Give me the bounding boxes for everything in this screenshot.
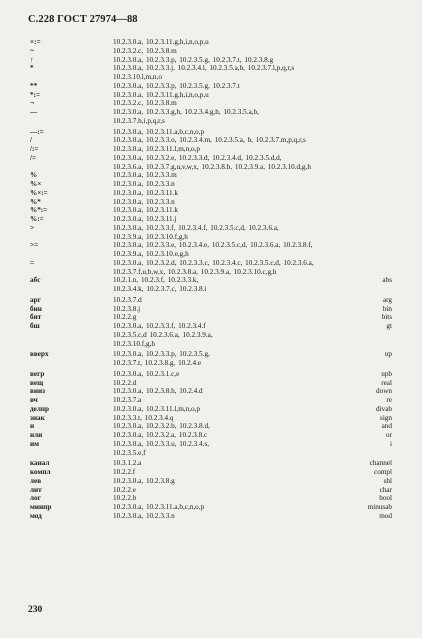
index-entry: [0, 379, 422, 388]
reference-line: 10.2.3.0.a, 10.2.3.11.a,b,c,n,o,p: [113, 503, 205, 511]
index-entry: [0, 296, 422, 305]
reference-line: 10.2.3.0.a, 10.2.3.11.l,m,n,o,p: [113, 404, 200, 413]
entry-english-equivalent: shl: [383, 476, 392, 485]
index-entry: [0, 405, 422, 414]
index-entry: [0, 38, 422, 47]
entry-references: [113, 198, 343, 207]
index-entry: [0, 128, 422, 137]
reference-line: 10.2.2.d: [113, 378, 137, 387]
entry-references: [113, 503, 343, 512]
reference-line: 10.2.3.0.a, 10.2.3.3.n: [113, 197, 175, 206]
entry-english-equivalent: bin: [382, 304, 392, 313]
entry-references: [113, 99, 343, 108]
reference-line: 10.2.3.3.t, 10.2.3.4.q: [113, 413, 174, 422]
entry-symbol: >=: [30, 241, 39, 250]
entry-references: [113, 296, 343, 305]
entry-symbol: компл: [30, 468, 51, 476]
entry-symbol: %*: [30, 197, 41, 206]
index-entry: [0, 431, 422, 440]
index-entry: [0, 56, 422, 65]
entry-references: [113, 468, 343, 477]
entry-references: [113, 38, 343, 47]
entry-english-equivalent: compl: [374, 468, 392, 476]
entry-symbol: ~: [30, 46, 34, 55]
entry-symbol: лев: [30, 476, 42, 485]
index-entry: [0, 387, 422, 396]
entry-symbol: %:=: [30, 215, 44, 223]
reference-line: 10.2.3.4.k, 10.2.3.7.c, 10.2.3.8.i: [113, 285, 207, 293]
entry-english-equivalent: i: [390, 439, 392, 448]
entry-symbol: %×:=: [30, 188, 48, 197]
index-entry: [0, 422, 422, 431]
reference-line: 10.2.3.0.a, 10.2.3.3.p, 10.2.3.5.g, 10.2.3.7.t, 10.2.3.8.g: [113, 55, 274, 64]
index-entry: [0, 322, 422, 348]
reference-line: 10.2.3.0.a, 10.2.3.11.k: [113, 206, 179, 215]
entry-symbol: делпр: [30, 404, 49, 413]
index-entry: [0, 305, 422, 314]
index-entry: [0, 276, 422, 294]
reference-line: 10.2.3.0.a, 10.2.3.2.d, 10.2.3.3.c, 10.2.3.4.c, 10.2.3.5.c,d, 10.2.3.6.a,: [113, 258, 314, 267]
entry-symbol: =: [30, 258, 35, 267]
reference-line: 10.2.3.0.a, 10.2.3.11.g,h,i,n,o,p,u: [113, 38, 209, 46]
reference-line: 10.2.2.e: [113, 485, 136, 494]
entry-references: [113, 414, 343, 423]
reference-line: 10.2.3.0.a, 10.2.3.11.j: [113, 215, 177, 223]
entry-references: [113, 145, 343, 154]
entry-symbol: /: [30, 136, 32, 145]
entry-references: [113, 136, 403, 145]
reference-line: 10.2.3.0.a, 10.2.3.11.k: [113, 188, 179, 197]
index-entry: [0, 99, 422, 108]
entry-references: [113, 189, 343, 198]
index-entry: [0, 350, 422, 368]
reference-line: 10.2.3.10.l,m,n,o: [113, 73, 162, 81]
entry-symbol: абс: [30, 276, 41, 285]
reference-line: 10.2.3.0.a, 10.2.3.3.j, 10.2.3.4.l, 10.2.3.5.a,b, 10.2.3.7.l,p,q,r,s: [113, 64, 295, 73]
reference-line: 10.2.3.9.a, 10.2.3.10.f,g,h: [113, 232, 188, 241]
entry-references: [113, 512, 343, 521]
entry-symbol: им: [30, 439, 40, 448]
reference-line: 10.2.3.5.e,f: [113, 448, 146, 457]
reference-line: 10.2.3.0.a, 10.2.3.3.f, 10.2.3.4.f, 10.2.3.5.c,d, 10.2.3.6.a,: [113, 223, 279, 232]
index-entry: [0, 91, 422, 100]
reference-line: 10.2.1.n, 10.2.3.f, 10.2.3.3.k,: [113, 276, 199, 285]
entry-symbol: ↑: [30, 55, 34, 64]
reference-line: 10.2.3.0.a, 10.2.3.8.g: [113, 476, 175, 485]
reference-line: 10.2.3.0.a, 10.2.3.3.f, 10.2.3.4.f: [113, 322, 206, 330]
reference-line: 10.2.3.7.t, 10.2.3.8.g, 10.2.4.e: [113, 359, 202, 367]
reference-line: 10.2.3.0.a, 10.2.3.2.b, 10.2.3.8.d,: [113, 422, 210, 431]
entry-symbol: вниз: [30, 387, 46, 396]
entry-references: [113, 350, 343, 368]
entry-references: [113, 91, 343, 100]
entry-symbol: %×: [30, 180, 42, 188]
entry-references: [113, 215, 343, 224]
entry-english-equivalent: minusab: [367, 503, 392, 511]
entry-english-equivalent: gt: [386, 322, 392, 330]
index-entry: [0, 503, 422, 512]
entry-english-equivalent: char: [379, 485, 392, 494]
index-entry: [0, 459, 422, 468]
reference-line: 10.2.3.0.a, 10.2.3.8.h, 10.2.4.d: [113, 387, 203, 396]
entry-symbol: —: [30, 108, 38, 116]
index-entry: [0, 82, 422, 91]
entry-references: [113, 405, 343, 414]
entry-english-equivalent: sign: [380, 413, 392, 422]
entry-symbol: бин: [30, 304, 42, 313]
entry-english-equivalent: divab: [376, 404, 392, 413]
index-entry: [0, 494, 422, 503]
reference-line: 10.2.3.0.a, 10.2.3.3.o, 10.2.3.4.m, 10.2.3.5.a, b, 10.2.3.7.m,p,q,r,s: [113, 136, 306, 145]
reference-line: 10.2.3.0.a, 10.2.3.3.m: [113, 171, 177, 180]
entry-references: [113, 259, 403, 277]
entry-references: [113, 440, 343, 458]
index-entry: [0, 189, 422, 198]
entry-english-equivalent: re: [386, 396, 392, 404]
index-entry: [0, 370, 422, 379]
reference-line: 10.2.3.0.a, 10.2.3.3.g,h, 10.2.3.4.g,h, 10.2.3.5.a,b,: [113, 108, 259, 116]
entry-references: [113, 322, 343, 348]
reference-line: 10.2.3.0.a, 10.2.3.11.l,m,n,o,p: [113, 145, 200, 153]
entry-symbol: >: [30, 223, 35, 232]
index-entry: [0, 259, 422, 277]
entry-symbol: %*:=: [30, 206, 48, 215]
reference-line: 10.2.3.8.j: [113, 304, 141, 313]
entry-symbol: знак: [30, 413, 45, 422]
index-entry: [0, 145, 422, 154]
entry-references: [113, 47, 343, 56]
reference-line: 10.2.3.7.a: [113, 396, 142, 404]
index-entry: [0, 468, 422, 477]
index-entry: [0, 154, 422, 172]
reference-line: 10.3.1.2.a: [113, 459, 142, 468]
entry-references: [113, 56, 343, 65]
entry-references: [113, 422, 343, 431]
reference-line: 10.2.3.0.a, 10.2.3.11.a,b,c,n,o,p: [113, 127, 205, 136]
reference-line: 10.2.2.b: [113, 494, 137, 503]
entry-references: [113, 459, 343, 468]
entry-references: [113, 370, 343, 379]
index-entry: [0, 512, 422, 521]
entry-english-equivalent: real: [381, 378, 392, 387]
entry-symbol: *:=: [30, 90, 41, 99]
index-entry: [0, 215, 422, 224]
index-entry: [0, 414, 422, 423]
entry-symbol: мод: [30, 511, 42, 520]
entry-references: [113, 379, 343, 388]
entry-english-equivalent: mod: [379, 511, 392, 520]
page-number: 230: [28, 605, 43, 615]
entry-symbol: канал: [30, 459, 50, 468]
entry-english-equivalent: upb: [381, 369, 392, 378]
entry-symbol: вещ: [30, 378, 44, 387]
reference-line: 10.2.3.5.c,d 10.2.3.6.a, 10.2.3.9.a,: [113, 330, 213, 339]
index-entry: [0, 206, 422, 215]
entry-references: [113, 108, 343, 126]
entry-references: [113, 128, 343, 137]
index-entry: [0, 224, 422, 242]
reference-line: 10.2.3.0.a, 10.2.3.3.p, 10.2.3.5.g, 10.2.3.7.t: [113, 81, 240, 90]
entry-references: [113, 387, 343, 396]
entry-references: [113, 313, 343, 322]
reference-line: 10.2.3.7.d: [113, 295, 142, 304]
index-entry: [0, 396, 422, 405]
entry-symbol: **: [30, 81, 38, 90]
reference-line: 10.2.3.6.a, 10.2.3.7.g,u,v,w,x, 10.2.3.8.b, 10.2.3.9.a, 10.2.3.10.d,g,h: [113, 162, 311, 171]
reference-line: 10.2.3.0.a, 10.2.3.1.c,e: [113, 369, 180, 378]
entry-references: [113, 305, 343, 314]
index-entry: [0, 198, 422, 207]
entry-references: [113, 206, 343, 215]
entry-symbol: ×:=: [30, 38, 41, 46]
index-entry: [0, 171, 422, 180]
index-entry: [0, 47, 422, 56]
entry-symbol: ¬: [30, 99, 35, 108]
reference-line: 10.2.2.g: [113, 313, 137, 322]
entry-english-equivalent: channel: [369, 459, 392, 468]
reference-line: 10.2.3.9.a, 10.2.3.10.e,g,h: [113, 250, 189, 258]
reference-line: 10.2.3.0.a, 10.2.3.3.e, 10.2.3.4.e, 10.2.3.5.c,d, 10.2.3.6.a, 10.2.3.8.f,: [113, 241, 313, 250]
entry-symbol: —:=: [30, 127, 44, 136]
entry-symbol: /=: [30, 153, 37, 162]
entry-references: [113, 431, 343, 440]
entry-symbol: вегр: [30, 369, 45, 378]
index-entry: [0, 440, 422, 458]
reference-line: 10.2.3.0.a, 10.2.3.11.g,h,i,n,o,p,u: [113, 90, 209, 99]
entry-references: [113, 64, 343, 82]
reference-line: 10.2.3.0.a, 10.2.3.3.u, 10.2.3.4.s,: [113, 439, 210, 448]
entry-references: [113, 171, 343, 180]
entry-symbol: бит: [30, 313, 42, 322]
entry-english-equivalent: bits: [381, 313, 392, 322]
page-header: С.228 ГОСТ 27974—88: [28, 14, 138, 25]
entry-symbol: лит: [30, 485, 42, 494]
entry-references: [113, 241, 403, 259]
entry-english-equivalent: abs: [382, 276, 392, 285]
entry-english-equivalent: up: [384, 350, 392, 359]
entry-english-equivalent: or: [386, 431, 392, 439]
entry-symbol: бш: [30, 322, 40, 330]
reference-line: 10.2.3.0.a, 10.2.3.3.n: [113, 511, 175, 520]
entry-english-equivalent: arg: [382, 295, 392, 304]
entry-references: [113, 224, 343, 242]
entry-symbol: или: [30, 431, 43, 439]
entry-symbol: %: [30, 171, 38, 180]
index-entry: [0, 241, 422, 259]
entry-references: [113, 276, 343, 294]
index-entry: [0, 486, 422, 495]
entry-references: [113, 396, 343, 405]
reference-line: 10.2.3.10.f,g,h: [113, 339, 155, 348]
reference-line: 10.2.3.0.a, 10.2.3.3.n: [113, 180, 175, 188]
index-entry: [0, 64, 422, 82]
entry-symbol: вверх: [30, 350, 49, 359]
index-entry: [0, 136, 422, 145]
reference-line: 10.2.3.0.a, 10.2.3.3.p, 10.2.3.5.g,: [113, 350, 210, 359]
index-entry: [0, 180, 422, 189]
entry-symbol: и: [30, 422, 35, 431]
entry-english-equivalent: and: [381, 422, 392, 431]
entry-english-equivalent: bool: [379, 494, 392, 503]
entry-english-equivalent: down: [376, 387, 392, 396]
reference-line: 10.2.3.0.a, 10.2.3.2.a, 10.2.3.8.c: [113, 431, 208, 439]
entry-symbol: лог: [30, 494, 41, 503]
index-entry: [0, 313, 422, 322]
entry-references: [113, 82, 343, 91]
entry-references: [113, 494, 343, 503]
entry-references: [113, 486, 343, 495]
reference-line: 10.2.3.2.c, 10.2.3.8.m: [113, 46, 177, 55]
index-entry: [0, 477, 422, 486]
entry-references: [113, 180, 343, 189]
reference-line: 10.2.3.0.a, 10.2.3.2.e, 10.2.3.3.d, 10.2.3.4.d, 10.2.3.5.d,d,: [113, 153, 282, 162]
entry-references: [113, 154, 403, 172]
entry-symbol: *: [30, 64, 34, 73]
entry-symbol: арг: [30, 295, 41, 304]
reference-line: 10.2.2.f: [113, 468, 136, 476]
reference-line: 10.2.3.7.f,u,b,w,x, 10.2.3.8.a, 10.2.3.9.a, 10.2.3.10.c,g,h: [113, 267, 277, 276]
reference-line: 10.2.3.7.h,i,p,q,r,s: [113, 116, 165, 125]
entry-symbol: минпр: [30, 503, 52, 511]
index-entry: [0, 108, 422, 126]
reference-line: 10.2.3.2.c, 10.2.3.8.m: [113, 99, 177, 108]
symbol-index: [0, 38, 422, 521]
entry-symbol: /:=: [30, 145, 39, 153]
entry-references: [113, 477, 343, 486]
entry-symbol: вч: [30, 396, 38, 404]
